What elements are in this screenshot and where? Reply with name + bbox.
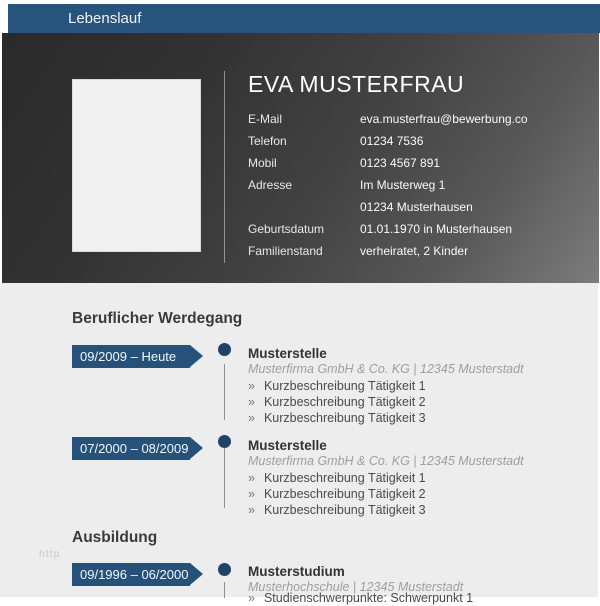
contact-row-birthdate	[248, 218, 578, 240]
bullet-item	[248, 486, 426, 502]
vertical-divider	[224, 71, 225, 263]
bullet-text: Kurzbeschreibung Tätigkeit 3	[263, 503, 426, 517]
bullet-item	[248, 590, 473, 606]
contact-row-mobile	[248, 152, 578, 174]
contact-label: Telefon	[248, 134, 287, 148]
timeline-dot	[218, 563, 231, 576]
bullet-marker: »	[248, 411, 255, 425]
contact-value: 0123 4567 891	[360, 156, 441, 170]
entry-title: Musterstelle	[248, 438, 327, 453]
watermark-text: http	[39, 548, 61, 560]
contact-value-line2: 01234 Musterhausen	[360, 200, 473, 214]
timeline-line	[224, 364, 225, 420]
timeline-line	[224, 448, 225, 508]
contact-value: Im Musterweg 1	[360, 178, 446, 192]
section-heading-career: Beruflicher Werdegang	[72, 310, 243, 327]
entry-subtitle: Musterfirma GmbH & Co. KG | 12345 Musterstadt	[248, 454, 524, 468]
bullet-marker: »	[248, 591, 255, 605]
entry-title: Musterstudium	[248, 564, 345, 579]
bullet-marker: »	[248, 379, 255, 393]
person-name: EVA MUSTERFRAU	[248, 71, 465, 97]
entry-bullets	[248, 470, 426, 518]
bullet-text: Kurzbeschreibung Tätigkeit 1	[263, 379, 426, 393]
timeline-badge: 07/2000 – 08/2009	[72, 437, 190, 460]
timeline-dot	[218, 435, 231, 448]
contact-row-phone	[248, 130, 578, 152]
entry-bullets	[248, 378, 426, 426]
bullet-item	[248, 378, 426, 394]
bullet-text: Studienschwerpunkte: Schwerpunkt 1	[263, 591, 474, 605]
bullet-item	[248, 410, 426, 426]
bullet-text: Kurzbeschreibung Tätigkeit 2	[263, 395, 426, 409]
contact-label: Geburtsdatum	[248, 222, 325, 236]
timeline-badge: 09/1996 – 06/2000	[72, 563, 190, 586]
hero-section	[2, 33, 599, 283]
timeline-dot	[218, 343, 231, 356]
bullet-item	[248, 502, 426, 518]
entry-title: Musterstelle	[248, 346, 327, 361]
bullet-marker: »	[248, 487, 255, 501]
timeline-line	[224, 582, 225, 598]
contact-value: 01.01.1970 in Musterhausen	[360, 222, 513, 236]
photo-placeholder	[72, 79, 201, 252]
bullet-text: Kurzbeschreibung Tätigkeit 3	[263, 411, 426, 425]
bullet-marker: »	[248, 503, 255, 517]
contact-value: verheiratet, 2 Kinder	[360, 244, 469, 258]
bullet-item	[248, 470, 426, 486]
content-section	[0, 283, 598, 605]
document-title: Lebenslauf	[68, 10, 142, 27]
entry-subtitle: Musterhochschule | 12345 Musterstadt	[248, 580, 464, 594]
bullet-marker: »	[248, 471, 255, 485]
contact-row-email	[248, 108, 578, 130]
bullet-text: Kurzbeschreibung Tätigkeit 2	[263, 487, 426, 501]
timeline-badge: 09/2009 – Heute	[72, 345, 190, 368]
contact-row-marital-status	[248, 240, 578, 262]
contact-value: 01234 7536	[360, 134, 424, 148]
bullet-item	[248, 394, 426, 410]
contact-label: E-Mail	[248, 112, 283, 126]
entry-bullets	[248, 590, 473, 606]
bullet-text: Kurzbeschreibung Tätigkeit 1	[263, 471, 426, 485]
title-bar	[8, 4, 600, 33]
bullet-marker: »	[248, 395, 255, 409]
contact-info	[248, 108, 578, 262]
contact-label: Adresse	[248, 178, 293, 192]
section-heading-education: Ausbildung	[72, 529, 158, 546]
entry-subtitle: Musterfirma GmbH & Co. KG | 12345 Musterstadt	[248, 362, 524, 376]
contact-label: Familienstand	[248, 244, 323, 258]
contact-value: eva.musterfrau@bewerbung.co	[360, 112, 528, 126]
contact-label: Mobil	[248, 156, 277, 170]
contact-row-address	[248, 174, 578, 218]
